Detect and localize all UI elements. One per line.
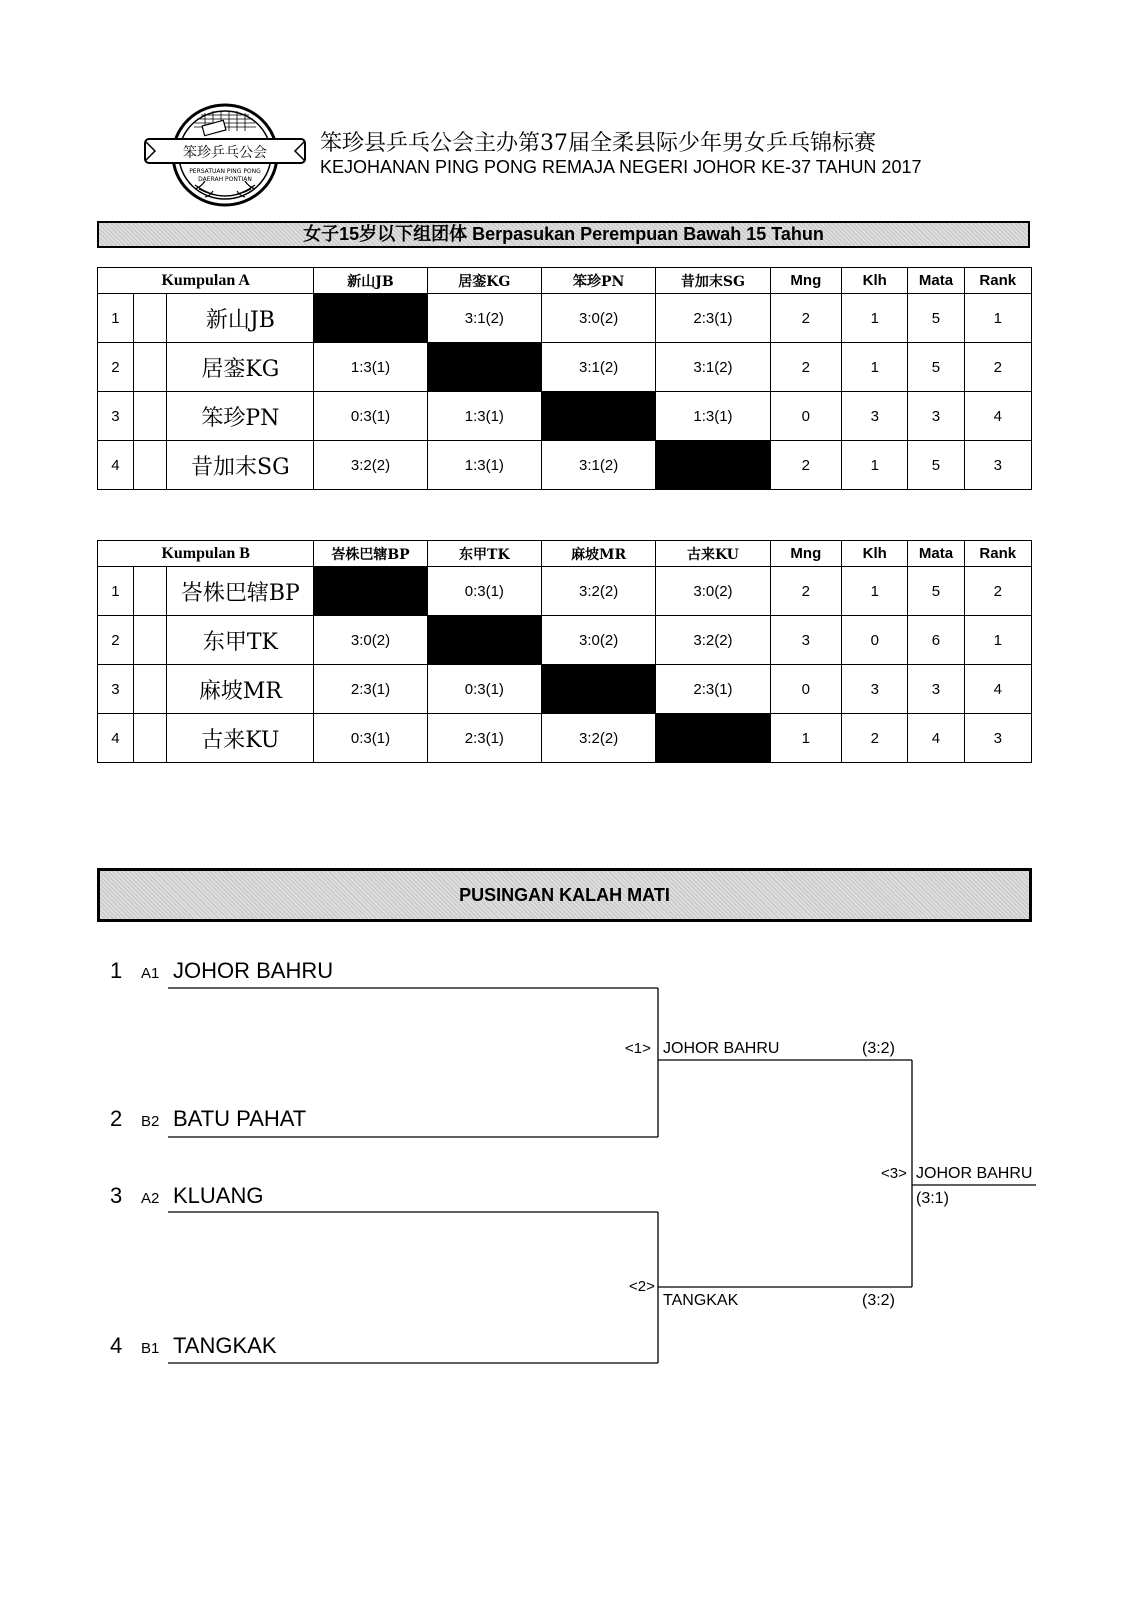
self-match-cell [656,714,770,763]
col-header: 东甲TK [427,541,541,567]
svg-text:DAERAH PONTIAN: DAERAH PONTIAN [198,176,252,183]
points-cell: 5 [908,441,964,490]
result-cell: 1:3(1) [427,392,541,441]
svg-text:笨珍乒乓公会: 笨珍乒乓公会 [183,145,267,161]
losses-cell: 1 [842,343,908,392]
col-header: Klh [842,268,908,294]
group-b-table [97,540,1032,763]
group-a-label: Kumpulan A [98,268,314,294]
group-a-table [97,267,1032,490]
match-2-label: <2> [629,1278,655,1295]
final-score: (3:1) [916,1190,949,1207]
result-cell: 3:1(2) [656,343,770,392]
group-b-header-row [98,541,1032,567]
wins-cell: 3 [770,616,841,665]
rank-cell: 1 [964,294,1031,343]
result-cell: 0:3(1) [314,714,427,763]
entry-seed: B2 [141,1113,160,1130]
table-row [98,294,1032,343]
self-match-cell [427,616,541,665]
result-cell: 3:1(2) [541,441,655,490]
row-number: 2 [98,616,134,665]
blank-cell [133,567,167,616]
col-header: 古来KU [656,541,770,567]
row-number: 3 [98,392,134,441]
result-cell: 3:1(2) [427,294,541,343]
result-cell: 0:3(1) [314,392,427,441]
points-cell: 6 [908,616,964,665]
team-name: 居銮KG [167,343,314,392]
entry-seed: A2 [141,1190,160,1207]
group-b-label: Kumpulan B [98,541,314,567]
rank-cell: 3 [964,441,1031,490]
col-header: Mng [770,268,841,294]
entry-number: 1 [110,958,123,983]
match-1-score: (3:2) [862,1040,895,1057]
final-winner: JOHOR BAHRU [916,1165,1033,1182]
match-2-score: (3:2) [862,1292,895,1309]
table-row [98,441,1032,490]
result-cell: 1:3(1) [427,441,541,490]
row-number: 2 [98,343,134,392]
final-label: <3> [881,1165,907,1182]
points-cell: 5 [908,567,964,616]
col-header: Mng [770,541,841,567]
entry-number: 2 [110,1106,123,1131]
losses-cell: 0 [842,616,908,665]
wins-cell: 1 [770,714,841,763]
result-cell: 0:3(1) [427,567,541,616]
blank-cell [133,714,167,763]
col-header: Mata [908,268,964,294]
result-cell: 2:3(1) [656,294,770,343]
col-header: 麻坡MR [541,541,655,567]
title-english: KEJOHANAN PING PONG REMAJA NEGERI JOHOR KE-37 TAHUN 2017 [320,157,922,177]
result-cell: 2:3(1) [427,714,541,763]
self-match-cell [541,665,655,714]
entry-team: TANGKAK [173,1333,277,1358]
row-number: 1 [98,294,134,343]
wins-cell: 2 [770,567,841,616]
entry-team: JOHOR BAHRU [173,958,334,983]
rank-cell: 2 [964,343,1031,392]
result-cell: 3:0(2) [314,616,427,665]
points-cell: 5 [908,294,964,343]
entry-team: KLUANG [173,1183,264,1208]
table-row [98,665,1032,714]
row-number: 4 [98,441,134,490]
result-cell: 3:0(2) [656,567,770,616]
team-name: 古来KU [167,714,314,763]
rank-cell: 3 [964,714,1031,763]
match-2-winner: TANGKAK [663,1292,739,1309]
rank-cell: 1 [964,616,1031,665]
team-name: 昔加末SG [167,441,314,490]
wins-cell: 2 [770,294,841,343]
blank-cell [133,343,167,392]
entry-seed: A1 [141,965,160,982]
result-cell: 3:0(2) [541,294,655,343]
table-row [98,392,1032,441]
result-cell: 3:2(2) [541,567,655,616]
title-chinese: 笨珍县乒乓公会主办第37届全柔县际少年男女乒乓锦标赛 [320,131,876,156]
association-logo [143,101,308,209]
points-cell: 3 [908,665,964,714]
col-header: 笨珍PN [541,268,655,294]
result-cell: 0:3(1) [427,665,541,714]
row-number: 4 [98,714,134,763]
entry-seed: B1 [141,1340,160,1357]
blank-cell [133,616,167,665]
knockout-title: PUSINGAN KALAH MATI [97,868,1032,922]
points-cell: 4 [908,714,964,763]
row-number: 3 [98,665,134,714]
wins-cell: 2 [770,343,841,392]
self-match-cell [314,567,427,616]
result-cell: 3:0(2) [541,616,655,665]
team-name: 麻坡MR [167,665,314,714]
team-name: 东甲TK [167,616,314,665]
entry-team: BATU PAHAT [173,1106,307,1131]
rank-cell: 4 [964,665,1031,714]
losses-cell: 2 [842,714,908,763]
blank-cell [133,294,167,343]
col-header: Klh [842,541,908,567]
table-row [98,567,1032,616]
wins-cell: 0 [770,665,841,714]
rank-cell: 4 [964,392,1031,441]
self-match-cell [314,294,427,343]
result-cell: 3:2(2) [541,714,655,763]
team-name: 峇株巴辖BP [167,567,314,616]
col-header: 新山JB [314,268,427,294]
team-name: 笨珍PN [167,392,314,441]
team-name: 新山JB [167,294,314,343]
result-cell: 2:3(1) [656,665,770,714]
match-1-label: <1> [625,1040,651,1057]
result-cell: 3:2(2) [314,441,427,490]
result-cell: 1:3(1) [314,343,427,392]
table-row [98,616,1032,665]
losses-cell: 1 [842,441,908,490]
rank-cell: 2 [964,567,1031,616]
result-cell: 3:2(2) [656,616,770,665]
col-header: Mata [908,541,964,567]
entry-number: 3 [110,1183,123,1208]
losses-cell: 1 [842,567,908,616]
result-cell: 1:3(1) [656,392,770,441]
category-banner: 女子15岁以下组团体 Berpasukan Perempuan Bawah 15 Tahun [97,221,1030,248]
col-header: 昔加末SG [656,268,770,294]
col-header: Rank [964,541,1031,567]
table-row [98,714,1032,763]
blank-cell [133,441,167,490]
points-cell: 5 [908,343,964,392]
self-match-cell [541,392,655,441]
match-1-winner: JOHOR BAHRU [663,1040,780,1057]
losses-cell: 3 [842,665,908,714]
entry-number: 4 [110,1333,123,1358]
table-row [98,343,1032,392]
col-header: 峇株巴辖BP [314,541,427,567]
col-header: 居銮KG [427,268,541,294]
blank-cell [133,665,167,714]
wins-cell: 0 [770,392,841,441]
wins-cell: 2 [770,441,841,490]
result-cell: 3:1(2) [541,343,655,392]
row-number: 1 [98,567,134,616]
self-match-cell [656,441,770,490]
losses-cell: 1 [842,294,908,343]
losses-cell: 3 [842,392,908,441]
svg-text:PERSATUAN PING PONG: PERSATUAN PING PONG [189,168,261,175]
col-header: Rank [964,268,1031,294]
group-a-header-row [98,268,1032,294]
result-cell: 2:3(1) [314,665,427,714]
blank-cell [133,392,167,441]
self-match-cell [427,343,541,392]
points-cell: 3 [908,392,964,441]
